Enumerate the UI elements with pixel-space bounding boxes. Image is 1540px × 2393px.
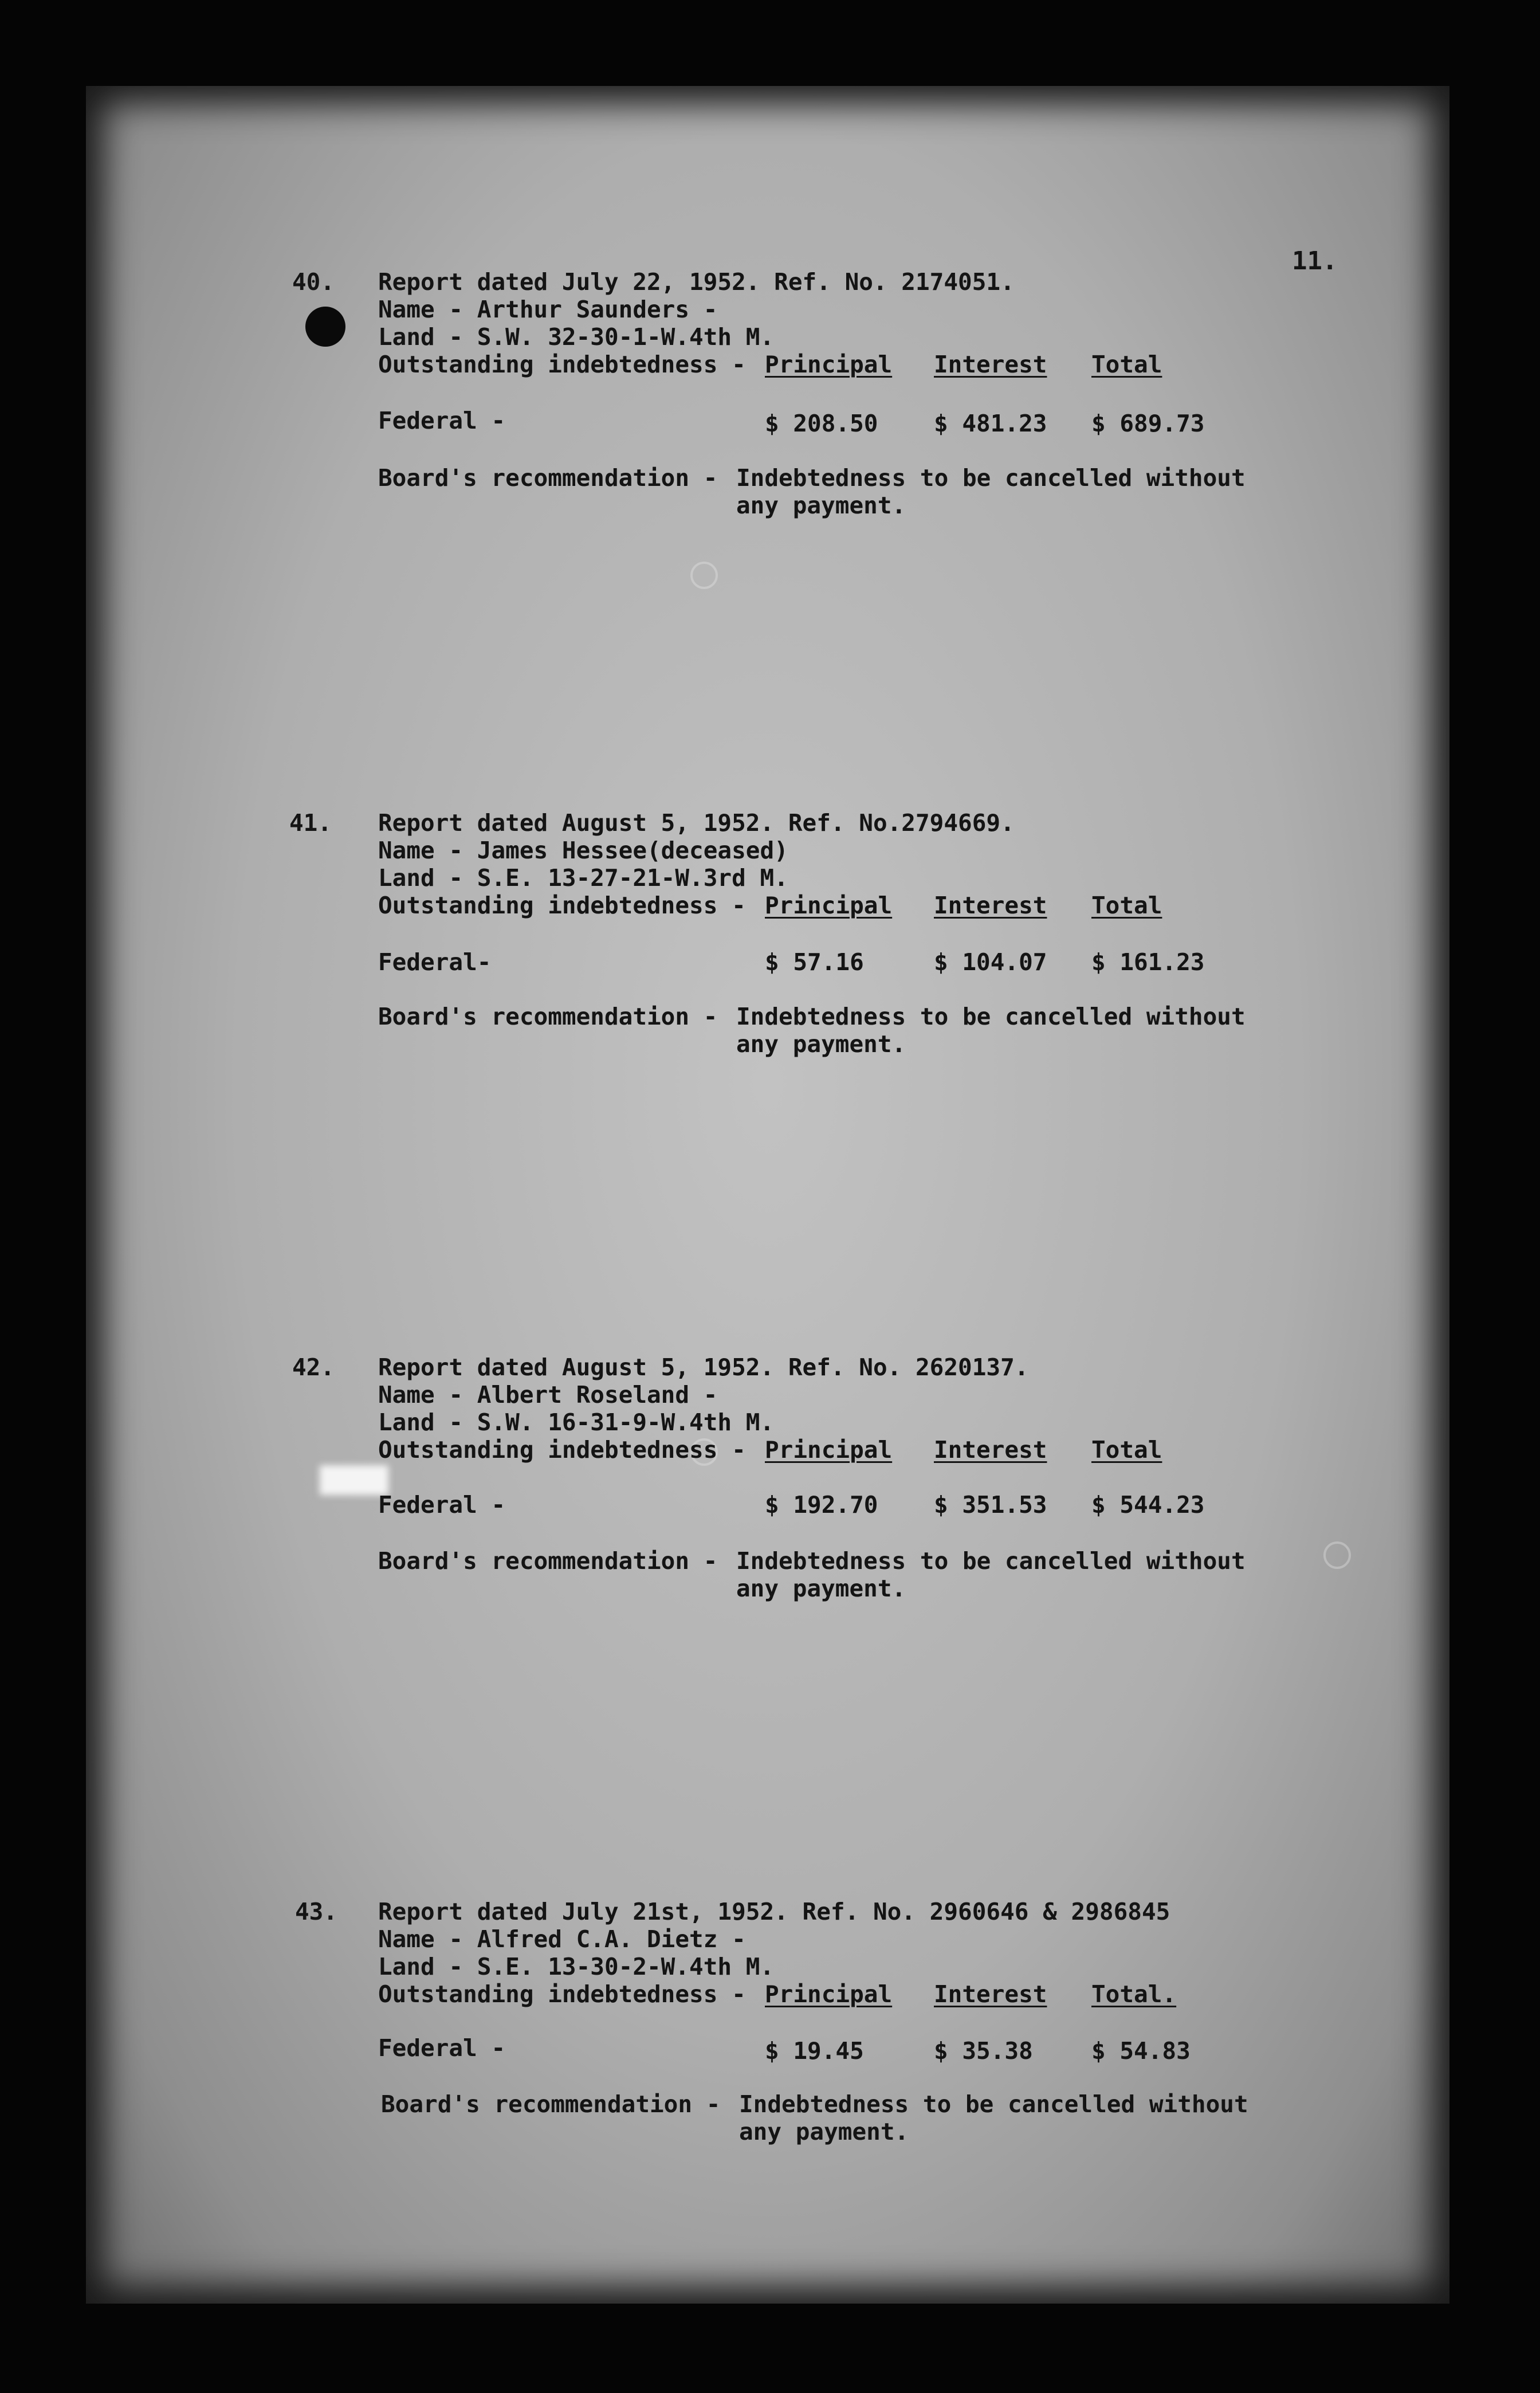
federal-label: Federal - xyxy=(378,1491,506,1519)
page-number: 11. xyxy=(1292,246,1338,276)
recommendation-label: Board's recommendation - xyxy=(378,1003,718,1030)
interest-value: $ 351.53 xyxy=(934,1491,1047,1519)
recommendation-label: Board's recommendation - xyxy=(378,464,718,492)
interest-header: Interest xyxy=(934,1436,1047,1464)
entry-number: 40. xyxy=(292,268,335,296)
principal-header: Principal xyxy=(765,892,893,919)
recommendation-text-cont: any payment. xyxy=(736,492,906,519)
recommendation-text-cont: any payment. xyxy=(736,1030,906,1058)
federal-label: Federal - xyxy=(378,407,506,434)
recommendation-text: Indebtedness to be cancelled without xyxy=(739,2090,1248,2118)
total-value: $ 161.23 xyxy=(1091,948,1205,976)
recommendation-text-cont: any payment. xyxy=(736,1575,906,1602)
entry-number: 43. xyxy=(295,1898,338,1925)
entry-number: 42. xyxy=(292,1354,335,1381)
principal-value: $ 192.70 xyxy=(765,1491,878,1519)
federal-label: Federal- xyxy=(378,948,492,976)
interest-header: Interest xyxy=(934,892,1047,919)
outstanding-label: Outstanding indebtedness - xyxy=(378,892,746,919)
recommendation-text: Indebtedness to be cancelled without xyxy=(736,464,1246,492)
total-header: Total xyxy=(1091,892,1162,919)
total-header: Total xyxy=(1091,1436,1162,1464)
faint-circle-mark xyxy=(1323,1541,1351,1569)
land-line: Land - S.E. 13-30-2-W.4th M. xyxy=(378,1953,775,1980)
report-line: Report dated August 5, 1952. Ref. No.2794669. xyxy=(378,809,1015,837)
total-value: $ 689.73 xyxy=(1091,410,1205,437)
name-line: Name - Alfred C.A. Dietz - xyxy=(378,1925,746,1953)
recommendation-label: Board's recommendation - xyxy=(381,2090,721,2118)
land-line: Land - S.W. 32-30-1-W.4th M. xyxy=(378,323,775,351)
principal-value: $ 57.16 xyxy=(765,948,864,976)
principal-value: $ 208.50 xyxy=(765,410,878,437)
total-value: $ 544.23 xyxy=(1091,1491,1205,1519)
principal-header: Principal xyxy=(765,351,893,378)
report-line: Report dated August 5, 1952. Ref. No. 2620137. xyxy=(378,1354,1029,1381)
interest-value: $ 35.38 xyxy=(934,2037,1033,2065)
faint-circle-mark xyxy=(690,562,718,589)
name-line: Name - James Hessee(deceased) xyxy=(378,837,788,864)
total-header: Total xyxy=(1091,351,1162,378)
recommendation-text-cont: any payment. xyxy=(739,2118,909,2145)
name-line: Name - Albert Roseland - xyxy=(378,1381,718,1409)
outstanding-label: Outstanding indebtedness - xyxy=(378,1436,746,1464)
interest-value: $ 104.07 xyxy=(934,948,1047,976)
report-line: Report dated July 21st, 1952. Ref. No. 2960646 & 2986845 xyxy=(378,1898,1170,1925)
document-page xyxy=(86,86,1449,2304)
recommendation-label: Board's recommendation - xyxy=(378,1547,718,1575)
recommendation-text: Indebtedness to be cancelled without xyxy=(736,1547,1246,1575)
principal-header: Principal xyxy=(765,1980,893,2008)
outstanding-label: Outstanding indebtedness - xyxy=(378,351,746,378)
name-line: Name - Arthur Saunders - xyxy=(378,296,718,323)
total-header: Total. xyxy=(1091,1980,1177,2008)
punch-hole xyxy=(305,307,345,347)
principal-header: Principal xyxy=(765,1436,893,1464)
federal-label: Federal - xyxy=(378,2034,506,2062)
land-line: Land - S.E. 13-27-21-W.3rd M. xyxy=(378,864,788,892)
interest-header: Interest xyxy=(934,351,1047,378)
principal-value: $ 19.45 xyxy=(765,2037,864,2065)
land-line: Land - S.W. 16-31-9-W.4th M. xyxy=(378,1409,775,1436)
total-value: $ 54.83 xyxy=(1091,2037,1191,2065)
entry-number: 41. xyxy=(289,809,332,837)
interest-header: Interest xyxy=(934,1980,1047,2008)
recommendation-text: Indebtedness to be cancelled without xyxy=(736,1003,1246,1030)
interest-value: $ 481.23 xyxy=(934,410,1047,437)
outstanding-label: Outstanding indebtedness - xyxy=(378,1980,746,2008)
report-line: Report dated July 22, 1952. Ref. No. 2174051. xyxy=(378,268,1015,296)
